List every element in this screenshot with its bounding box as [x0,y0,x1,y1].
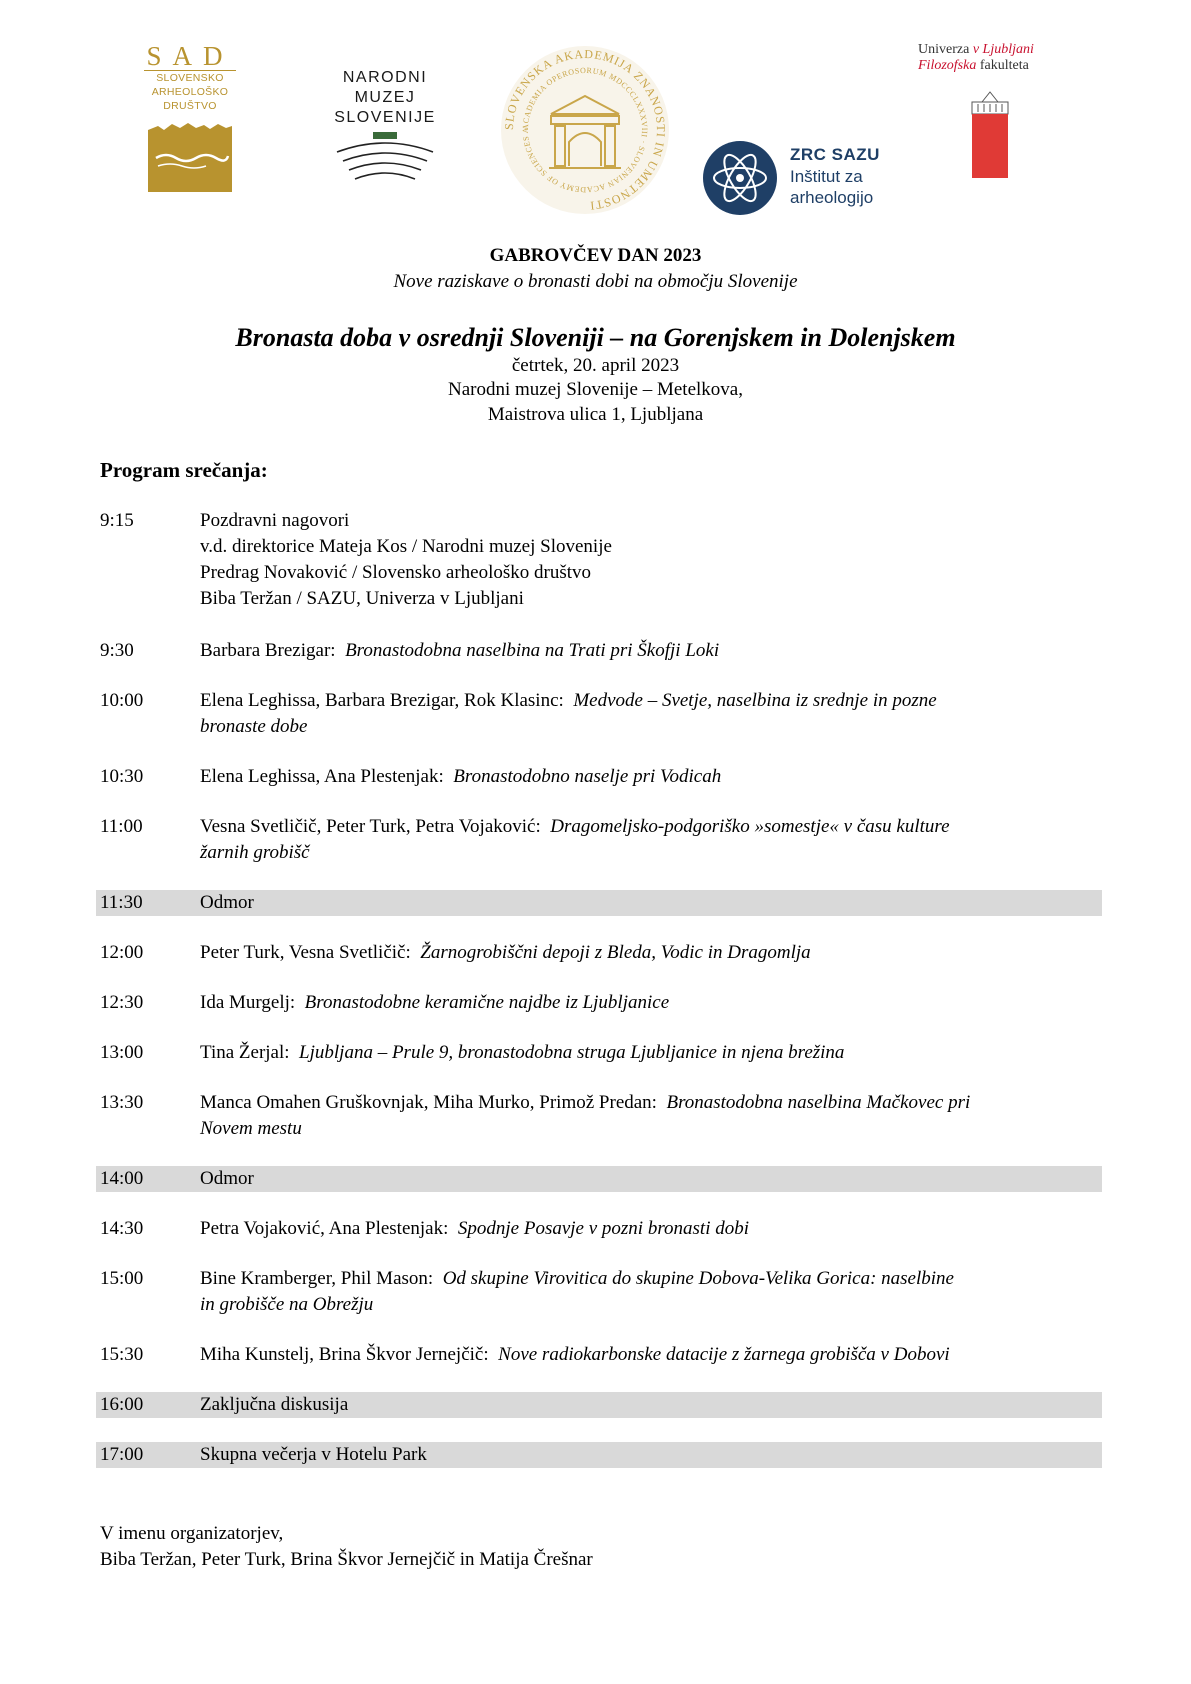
program-speakers: Elena Leghissa, Barbara Brezigar, Rok Klasinc: [200,690,564,711]
program-row [96,764,1102,790]
uni-line1-b: v Ljubljani [972,42,1034,57]
program-time: 15:00 [100,1268,144,1289]
program-time: 10:30 [100,766,144,787]
program-row-pause [96,1442,1102,1468]
program-speakers: Vesna Svetličič, Peter Turk, Petra Vojaković: [200,816,541,837]
program-time: 11:30 [100,892,143,913]
program-heading: Program srečanja: [100,458,268,482]
program-time: 13:00 [100,1042,144,1063]
sad-line-2: ARHEOLOŠKO [151,86,229,98]
program-row [96,638,1102,664]
sazu-inner-text: ACADEMIA OPEROSORUM MDCCCLXXXVIII · SLOVENIAN ACADEMY OF SCIENCES A [520,65,650,195]
sad-line-1: SLOVENSKO [156,72,224,84]
program-time: 9:30 [100,640,134,661]
program-row-pause [96,1392,1102,1418]
program-talk-title: Žarnogrobiščni depoji z Bleda, Vodic in Dragomlja [420,942,811,963]
nms-line-3: SLOVENIJE [334,109,436,126]
program-speakers: Elena Leghissa, Ana Plestenjak: [200,766,444,787]
program-speakers: Petra Vojaković, Ana Plestenjak: [200,1218,449,1239]
program-talk-title: Bronastodobno naselje pri Vodicah [453,766,722,787]
sad-emblem-icon [148,120,232,192]
program-speakers: Manca Omahen Gruškovnjak, Miha Murko, Primož Predan: [200,1092,657,1113]
program-time: 12:30 [100,992,144,1013]
program-time: 12:00 [100,942,144,963]
nms-line-1: NARODNI [342,69,428,86]
program-talk-title: Medvode – Svetje, naselbina iz srednje in pozne [573,690,937,711]
program-speakers: Peter Turk, Vesna Svetličič: [200,942,411,963]
program-row [96,1090,1102,1142]
program-time: 9:15 [100,510,134,531]
program-row [96,1040,1102,1066]
program-time: 14:30 [100,1218,144,1239]
program-speakers: Tina Žerjal: [200,1042,290,1063]
uni-line2-a: Filozofska [918,58,977,73]
sazu-ring-text: SLOVENSKA AKADEMIJA ZNANOSTI IN UMETNOSTI [501,46,669,213]
program-talk-title: Dragomeljsko-podgoriško »somestje« v času kulture [550,816,950,837]
event-venue-line2: Maistrova ulica 1, Ljubljana [487,404,704,425]
event-title: GABROVČEV DAN 2023 [489,245,702,266]
program-row [96,688,1102,740]
program-row [96,1216,1102,1242]
program-pause-label: Odmor [200,892,254,913]
logo-slovensko-arheolosko-drustvo [140,42,240,202]
signature-line-1: V imenu organizatorjev, [100,1523,284,1544]
welcome-line-2: v.d. direktorice Mateja Kos / Narodni muzej Slovenije [200,536,612,557]
program-row [96,814,1102,866]
event-subtitle: Nove raziskave o bronasti dobi na območju Slovenije [393,271,798,292]
program-talk-title-cont: žarnih grobišč [200,842,310,863]
program-row-pause [96,1166,1102,1192]
program-talk-title: Ljubljana – Prule 9, bronastodobna struga Ljubljanice in njena brežina [299,1042,845,1063]
program-pause-label: Skupna večerja v Hotelu Park [200,1444,427,1465]
program-talk-title-cont: bronaste dobe [200,716,308,737]
logo-sazu [499,44,671,216]
program-pause-label: Odmor [200,1168,254,1189]
program-talk-title: Bronastodobna naselbina na Trati pri Škofji Loki [345,640,720,661]
program-time: 13:30 [100,1092,144,1113]
program-speakers: Barbara Brezigar: [200,640,336,661]
uni-building-icon [960,90,1020,180]
program-items [96,638,1102,1468]
program-talk-title: Bronastodobne keramične najdbe iz Ljubljanice [304,992,670,1013]
zrc-atom-icon [702,140,778,216]
program-speakers: Miha Kunstelj, Brina Škvor Jernejčič: [200,1344,489,1365]
program-row [96,940,1102,966]
zrc-line-2: arheologijo [790,188,874,207]
program-row [96,990,1102,1016]
program-time: 16:00 [100,1394,144,1415]
signature-line-2: Biba Teržan, Peter Turk, Brina Škvor Jernejčič in Matija Črešnar [100,1549,593,1570]
program-row-welcome [96,508,1102,612]
uni-line2-b: fakulteta [979,58,1029,73]
welcome-line-1: Pozdravni nagovori [200,510,350,531]
nms-line-2: MUZEJ [354,89,416,106]
program-talk-title: Spodnje Posavje v pozni bronasti dobi [457,1218,750,1239]
event-date: četrtek, 20. april 2023 [511,355,680,376]
program-talk-title: Nove radiokarbonske datacije z žarnega grobišča v Dobovi [498,1344,950,1365]
welcome-line-3: Predrag Novaković / Slovensko arheološko društvo [200,562,592,583]
signature-block [100,1521,593,1573]
sad-letters: SAD [146,41,234,71]
program-time: 15:30 [100,1344,144,1365]
nms-emblem-icon [325,128,445,190]
logo-univerza-ljubljana-ff [918,42,1058,182]
program-row-pause [96,890,1102,916]
program-time: 14:00 [100,1168,144,1189]
zrc-line-1: Inštitut za [790,167,863,186]
program-pause-label: Zaključna diskusija [200,1394,349,1415]
zrc-name: ZRC SAZU [790,145,880,164]
program-time: 11:00 [100,816,143,837]
welcome-line-4: Biba Teržan / SAZU, Univerza v Ljubljani [200,588,524,609]
main-title: Bronasta doba v osrednji Sloveniji – na Gorenjskem in Dolenjskem [235,323,956,352]
program-speakers: Ida Murgelj: [200,992,296,1013]
program-row [96,1266,1102,1318]
uni-line1-a: Univerza [918,42,970,57]
sad-line-3: DRUŠTVO [163,100,217,112]
program-time: 10:00 [100,690,144,711]
event-venue-line1: Narodni muzej Slovenije – Metelkova, [448,379,743,400]
program-time: 17:00 [100,1444,144,1465]
logo-narodni-muzej-slovenije [325,68,445,198]
program-speakers: Bine Kramberger, Phil Mason: [200,1268,434,1289]
program-row [96,1342,1102,1368]
program-talk-title: Od skupine Virovitica do skupine Dobova-Velika Gorica: naselbine [442,1268,954,1289]
program-talk-title-cont: Novem mestu [200,1118,302,1139]
sazu-emblem-icon [499,44,671,216]
program-talk-title-cont: in grobišče na Obrežju [200,1294,374,1315]
program-talk-title: Bronastodobna naselbina Mačkovec pri [666,1092,971,1113]
logo-zrc-sazu [702,140,902,216]
program-list [96,508,1102,1492]
